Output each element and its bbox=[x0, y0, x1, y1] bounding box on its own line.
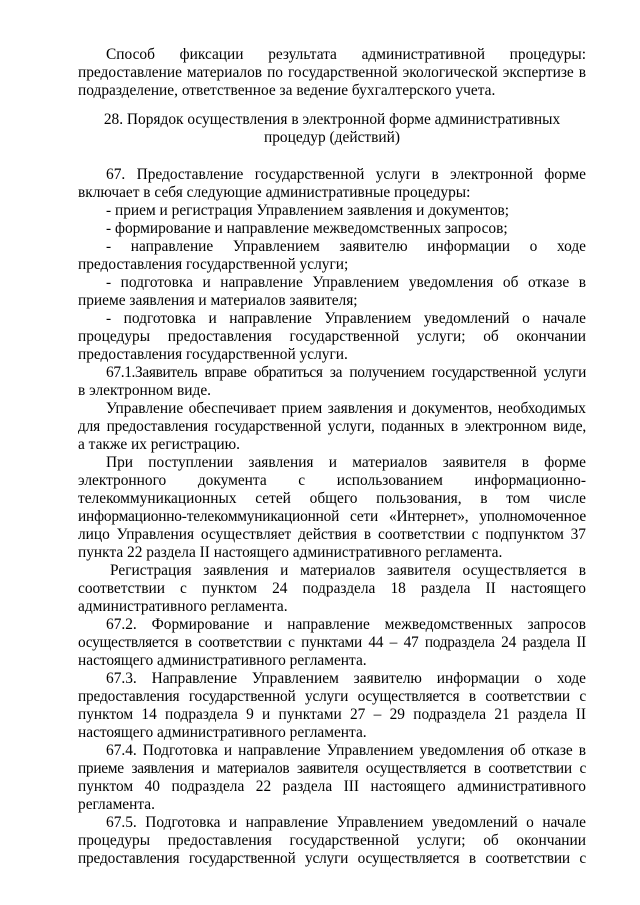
section-title: 28. Порядок осуществления в электронной форме административных bbox=[103, 111, 561, 128]
list-item: - подготовка и направление Управлением уведомления об отказе в bbox=[106, 274, 586, 291]
paragraph-line: телекоммуникационных сетей общего пользования, в том числе bbox=[78, 490, 586, 507]
paragraph-line: включает в себя следующие административные процедуры: bbox=[78, 184, 471, 201]
intro-line: Способ фиксации результата административной процедуры: bbox=[106, 46, 586, 63]
list-item: - подготовка и направление Управлением уведомлений о начале bbox=[106, 310, 586, 327]
paragraph-line: а также их регистрацию. bbox=[78, 436, 240, 453]
intro-line: предоставление материалов по государственной экологической экспертизе в bbox=[78, 64, 586, 81]
paragraph-line: регламента. bbox=[78, 796, 155, 813]
paragraph-line: предоставления государственной услуги. bbox=[78, 346, 348, 363]
paragraph-line: Регистрация заявления и материалов заявителя осуществляется в bbox=[110, 562, 586, 579]
paragraph-line: 67.5. Подготовка и направление Управлением уведомлений о начале bbox=[106, 814, 586, 831]
paragraph-line: в электронном виде. bbox=[78, 382, 212, 399]
paragraph-line: осуществляется в соответствии с пунктами 44 – 47 подраздела 24 раздела II bbox=[78, 634, 586, 651]
paragraph-line: процедуры предоставления государственной услуги; об окончании bbox=[78, 328, 586, 345]
list-item: - формирование и направление межведомственных запросов; bbox=[106, 220, 508, 237]
paragraph-line: электронного документа с использованием информационно- bbox=[78, 472, 586, 489]
paragraph-line: При поступлении заявления и материалов заявителя в форме bbox=[106, 454, 586, 471]
section-title: процедур (действий) bbox=[263, 129, 400, 146]
paragraph-line: предоставления государственной услуги; bbox=[78, 256, 349, 273]
paragraph-line: 67. Предоставление государственной услуги в электронной форме bbox=[106, 166, 586, 183]
paragraph-line: приеме заявления и материалов заявителя осуществляется в соответствии с bbox=[78, 760, 586, 777]
paragraph-line: предоставления государственной услуги осуществляется в соответствии с bbox=[78, 688, 586, 705]
paragraph-line: приеме заявления и материалов заявителя; bbox=[78, 292, 358, 309]
paragraph-line: Управление обеспечивает прием заявления и документов, необходимых bbox=[106, 400, 586, 417]
paragraph-line: пунктом 14 подраздела 9 и пунктами 27 – 29 подраздела 21 раздела II bbox=[78, 706, 586, 723]
paragraph-line: лицо Управления осуществляет действия в соответствии с подпунктом 37 bbox=[78, 526, 586, 543]
intro-line: подразделение, ответственное за ведение бухгалтерского учета. bbox=[78, 82, 496, 99]
paragraph-line: 67.1.Заявитель вправе обратиться за получением государственной услуги bbox=[106, 364, 586, 381]
paragraph-line: соответствии с пунктом 24 подраздела 18 раздела II настоящего bbox=[78, 580, 586, 597]
paragraph-line: предоставления государственной услуги осуществляется в соответствии с bbox=[78, 850, 586, 867]
paragraph-line: пунктом 40 подраздела 22 раздела III настоящего административного bbox=[78, 778, 586, 795]
paragraph-line: 67.4. Подготовка и направление Управлением уведомления об отказе в bbox=[106, 742, 586, 759]
paragraph-line: настоящего административного регламента. bbox=[78, 724, 367, 741]
paragraph-line: административного регламента. bbox=[78, 598, 288, 615]
paragraph-line: процедуры предоставления государственной услуги; об окончании bbox=[78, 832, 586, 849]
paragraph-line: пункта 22 раздела II настоящего административного регламента. bbox=[78, 544, 503, 561]
paragraph-line: для предоставления государственной услуги, поданных в электронном виде, bbox=[78, 418, 586, 435]
list-item: - прием и регистрация Управлением заявления и документов; bbox=[106, 202, 510, 219]
paragraph-line: информационно-телекоммуникационной сети «Интернет», уполномоченное bbox=[78, 508, 586, 525]
paragraph-line: настоящего административного регламента. bbox=[78, 652, 367, 669]
paragraph-line: 67.2. Формирование и направление межведомственных запросов bbox=[106, 616, 586, 633]
list-item: - направление Управлением заявителю информации о ходе bbox=[106, 238, 586, 255]
paragraph-line: 67.3. Направление Управлением заявителю информации о ходе bbox=[106, 670, 586, 687]
